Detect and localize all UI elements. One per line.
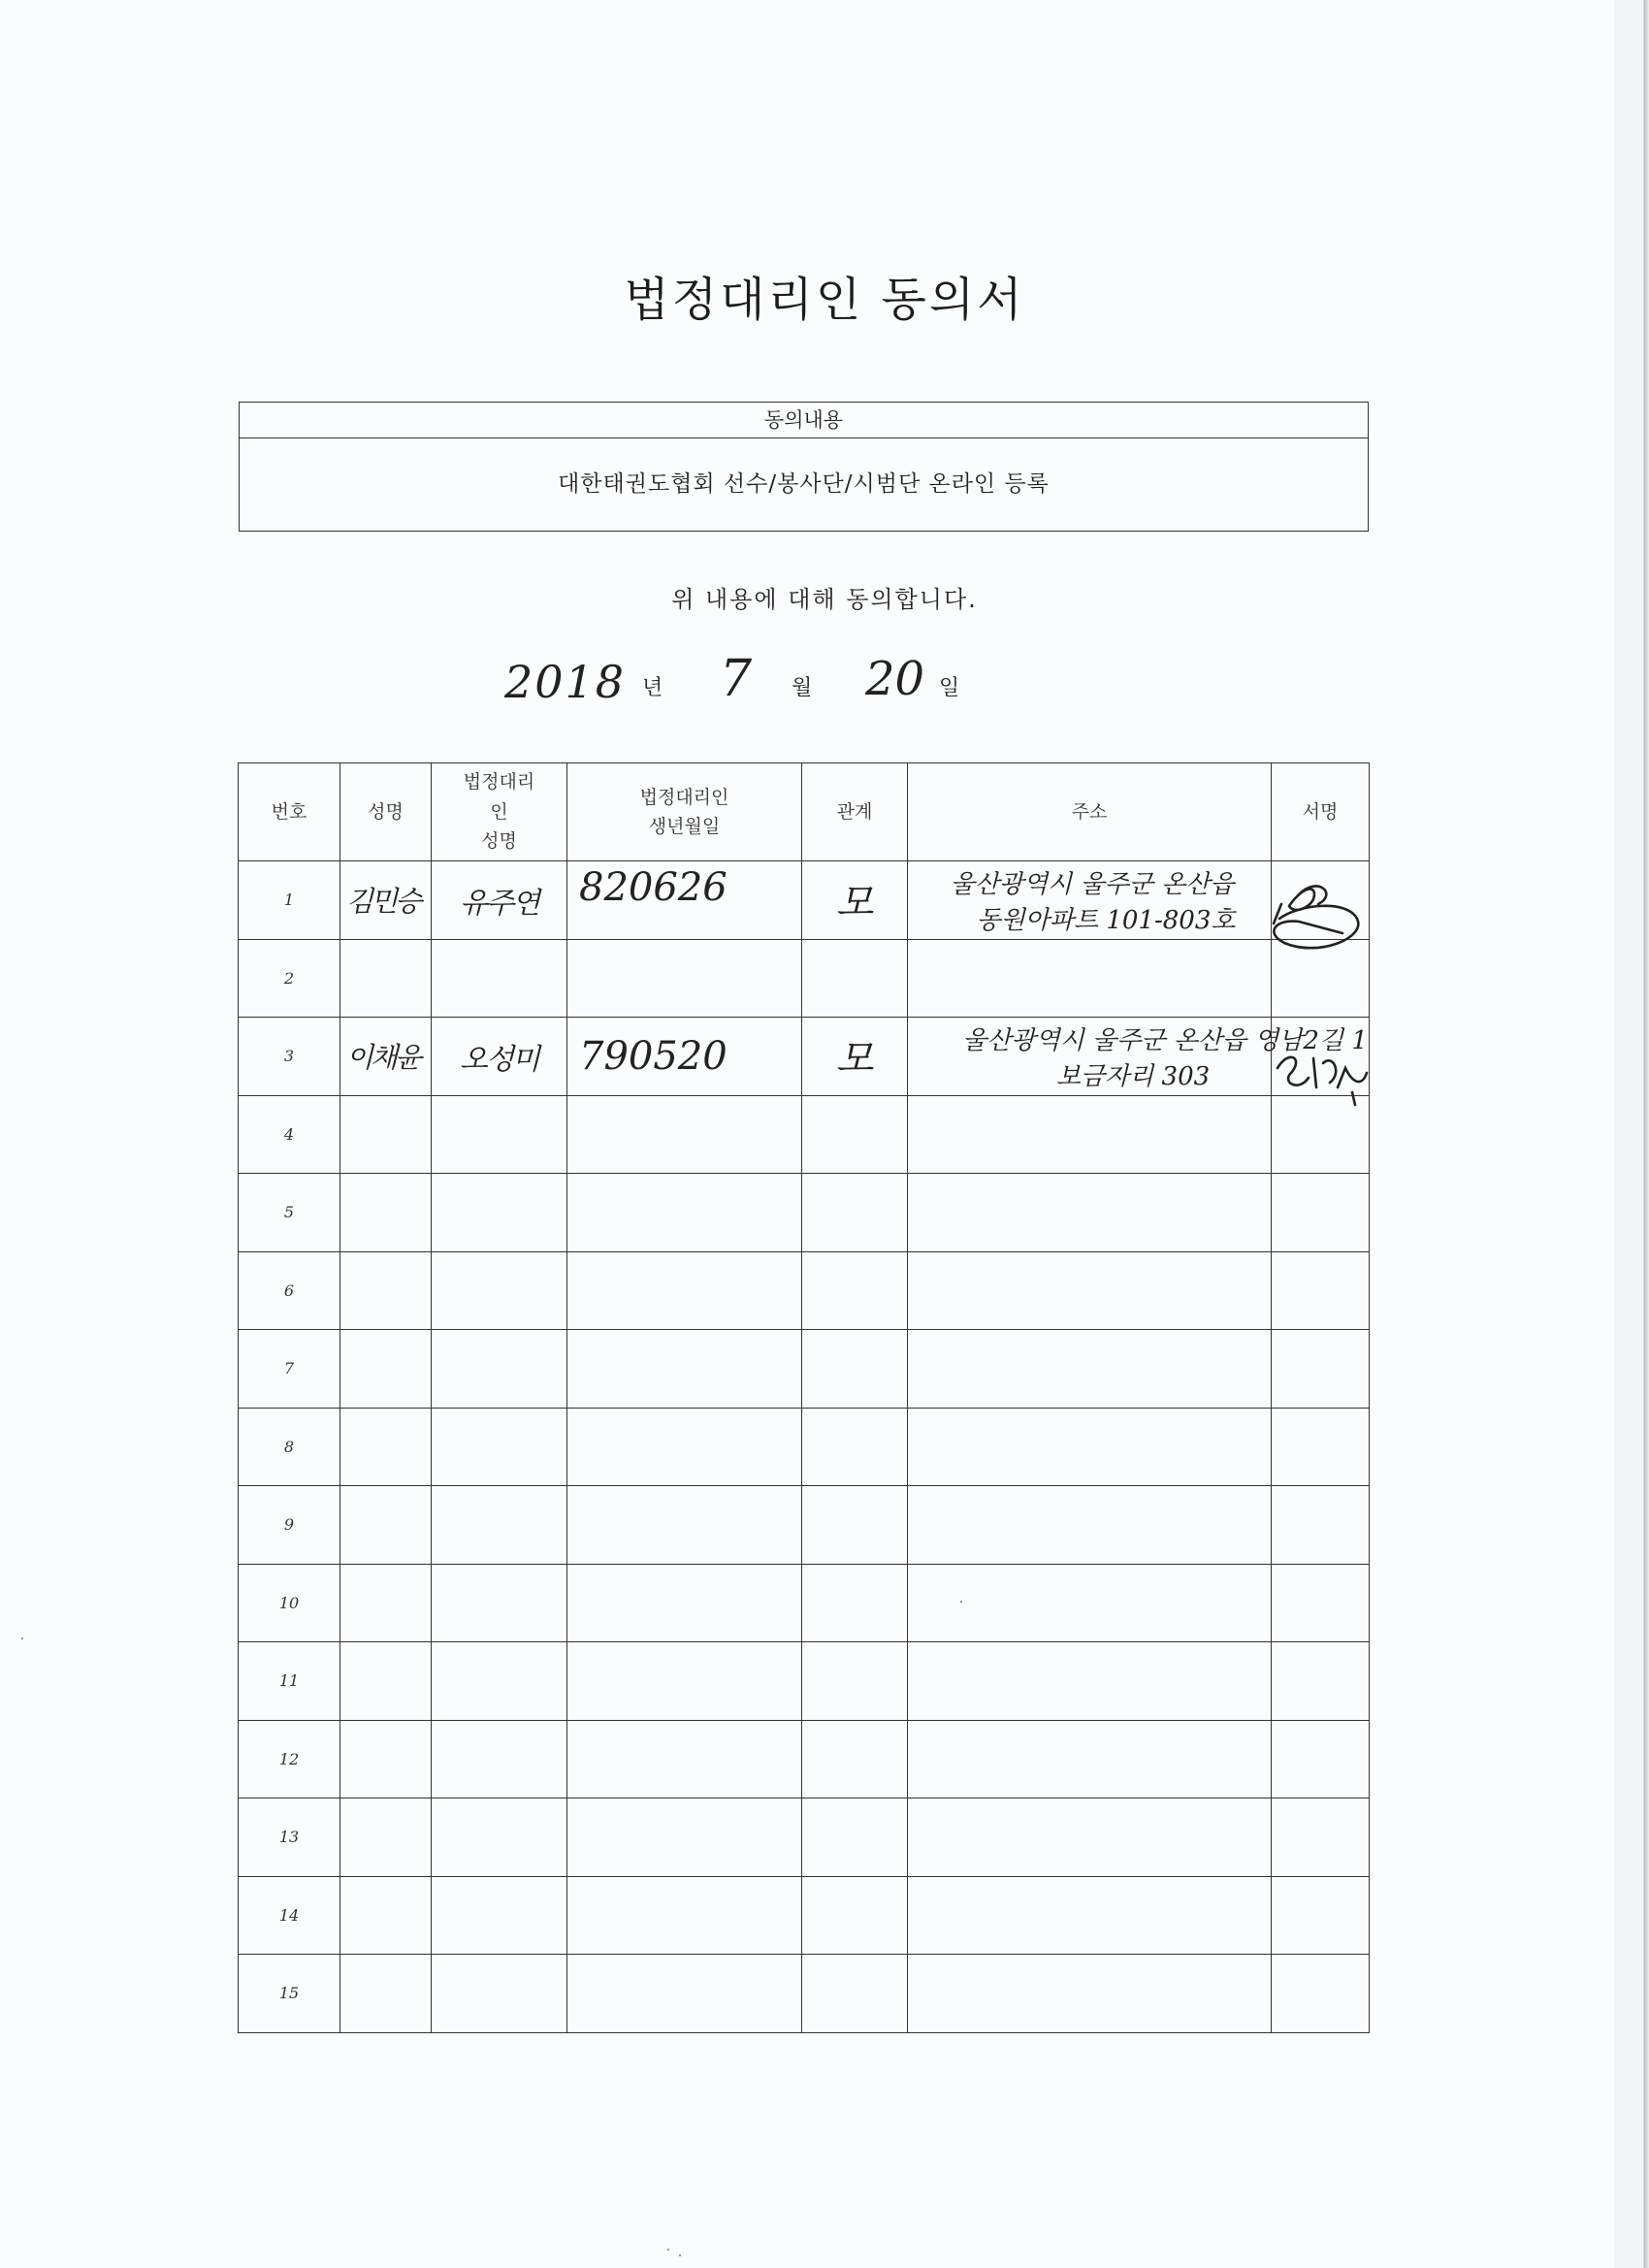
page-title: 법정대리인 동의서 (624, 273, 1025, 327)
table-row (239, 1876, 1370, 1955)
table-row (239, 1408, 1370, 1486)
student-name-cell (340, 1798, 432, 1877)
relation-cell (802, 1408, 908, 1486)
guardian-name-cell (432, 1095, 567, 1174)
signature-cell (1272, 939, 1370, 1018)
date-day: 20 (865, 652, 925, 706)
table-row (239, 939, 1370, 1018)
table-row (239, 1642, 1370, 1721)
guardian-name: 오성미 (460, 1042, 538, 1077)
row-number: 8 (239, 1408, 340, 1486)
address-cell (908, 1486, 1272, 1565)
header-signature: 서명 (1272, 763, 1370, 861)
table-row (239, 1251, 1370, 1330)
address-cell (908, 1955, 1272, 2033)
relation-cell (802, 1330, 908, 1409)
signature-cell (1272, 861, 1370, 940)
signature-cell (1272, 1876, 1370, 1955)
row-number: 6 (239, 1251, 340, 1330)
guardian-name-cell (432, 1330, 567, 1409)
signature-cell (1272, 1955, 1370, 2033)
relation-cell (802, 1876, 908, 1955)
address-cell (908, 1018, 1368, 1096)
header-relation: 관계 (802, 763, 908, 861)
header-guardian-birth (567, 763, 802, 861)
address-cell (908, 861, 1272, 940)
student-name-cell (340, 861, 432, 940)
relation-cell (802, 1720, 908, 1798)
student-name-cell (340, 1876, 432, 1955)
date-day-label: 일 (939, 676, 960, 700)
table-row (239, 1330, 1370, 1409)
signature-cell (1272, 1642, 1370, 1721)
table-row (239, 1564, 1370, 1642)
guardian-birth-cell (567, 1564, 802, 1642)
row-number: 7 (239, 1330, 340, 1409)
relation-cell (802, 1564, 908, 1642)
header-guardian-name-line3: 성명 (481, 830, 517, 853)
registration-table (238, 762, 1370, 2033)
guardian-name-cell (432, 861, 567, 940)
table-row (239, 1095, 1370, 1174)
student-name-cell (340, 1564, 432, 1642)
row-number: 4 (239, 1095, 340, 1174)
relation: 모 (835, 881, 874, 926)
signature-cell (1272, 1095, 1370, 1174)
signature-cell (1272, 1408, 1370, 1486)
guardian-birth-cell (567, 1408, 802, 1486)
address-line2: 동원아파트 101-803호 (976, 905, 1236, 935)
relation: 모 (835, 1037, 874, 1083)
signature-cell (1272, 1251, 1370, 1330)
student-name-cell (340, 1018, 432, 1096)
student-name-cell (340, 1486, 432, 1565)
relation-cell (802, 939, 908, 1018)
address-cell (908, 1174, 1272, 1252)
guardian-name-cell (432, 1174, 567, 1252)
guardian-name-cell (432, 1720, 567, 1798)
scan-speck (21, 1637, 23, 1639)
relation-cell (802, 1174, 908, 1252)
guardian-name-cell (432, 1564, 567, 1642)
student-name-cell (340, 1174, 432, 1252)
student-name: 이채윤 (345, 1041, 420, 1075)
guardian-birth-cell (567, 1955, 802, 2033)
student-name-cell (340, 1251, 432, 1330)
table-row (239, 1798, 1370, 1877)
address-cell (908, 1876, 1272, 1955)
guardian-name-cell (432, 1251, 567, 1330)
student-name: 김민승 (345, 885, 420, 919)
guardian-name: 유주연 (460, 886, 538, 921)
row-number: 11 (239, 1642, 340, 1721)
date-year-label: 년 (642, 676, 663, 700)
date-month: 7 (720, 650, 753, 708)
student-name-cell (340, 1330, 432, 1409)
signature-cell (1272, 1486, 1370, 1565)
signature-cell (1272, 1330, 1370, 1409)
guardian-birth-cell (567, 1486, 802, 1565)
table-row (239, 1486, 1370, 1565)
address-cell (908, 1251, 1272, 1330)
relation-cell (802, 1642, 908, 1721)
guardian-birth-cell (567, 1330, 802, 1409)
row-number: 10 (239, 1564, 340, 1642)
row-number: 1 (239, 861, 340, 940)
address-cell (908, 1330, 1272, 1409)
scan-speck (960, 1601, 962, 1603)
guardian-name-cell (432, 1408, 567, 1486)
consent-content: 대한태권도협회 선수/봉사단/시범단 온라인 등록 (558, 471, 1050, 497)
row-number: 14 (239, 1876, 340, 1955)
date-year: 2018 (504, 656, 627, 708)
relation-cell (802, 1018, 908, 1096)
relation-cell (802, 1095, 908, 1174)
address-line2: 보금자리 303 (1055, 1061, 1211, 1091)
relation-cell (802, 1955, 908, 2033)
guardian-birth-cell (567, 1798, 802, 1877)
student-name-cell (340, 1642, 432, 1721)
agree-statement: 위 내용에 대해 동의합니다. (671, 586, 978, 613)
row-number: 2 (239, 939, 340, 1018)
student-name-cell (340, 939, 432, 1018)
signature-cell (1272, 1720, 1370, 1798)
consent-box (239, 402, 1369, 532)
header-no: 번호 (239, 763, 340, 861)
table-row (239, 861, 1370, 940)
row-number: 9 (239, 1486, 340, 1565)
address-cell (908, 939, 1272, 1018)
scan-speck (679, 2254, 681, 2256)
consent-header: 동의내용 (240, 403, 1368, 438)
row-number: 12 (239, 1720, 340, 1798)
table-row (239, 1955, 1370, 2033)
guardian-birth: 790520 (579, 1033, 728, 1079)
header-guardian-name-line1: 법정대리 (463, 771, 535, 794)
relation-cell (802, 1486, 908, 1565)
guardian-name-cell (432, 1955, 567, 2033)
address-cell (908, 1095, 1272, 1174)
scan-speck (667, 2249, 669, 2251)
guardian-name-cell (432, 1642, 567, 1721)
guardian-birth-cell (567, 1720, 802, 1798)
address-cell (908, 1798, 1272, 1877)
guardian-birth: 820626 (579, 865, 728, 910)
table-row (239, 1720, 1370, 1798)
address-line1: 울산광역시 울주군 온산읍 영남2길 1 (962, 1025, 1368, 1055)
signature-cell (1272, 1018, 1370, 1096)
row-number: 15 (239, 1955, 340, 2033)
date-month-label: 월 (792, 676, 813, 700)
row-number: 13 (239, 1798, 340, 1877)
address-line1: 울산광역시 울주군 온산읍 (950, 869, 1235, 899)
guardian-birth-cell (567, 1251, 802, 1330)
signature-cell (1272, 1564, 1370, 1642)
guardian-name-cell (432, 939, 567, 1018)
header-guardian-name-line2: 인 (490, 800, 508, 823)
header-guardian-birth-line1: 법정대리인 (639, 786, 729, 808)
guardian-birth-cell (567, 1018, 802, 1096)
address-cell (908, 1720, 1272, 1798)
guardian-name-cell (432, 1018, 567, 1096)
date-line (504, 650, 1009, 718)
guardian-birth-cell (567, 1642, 802, 1721)
guardian-birth-cell (567, 939, 802, 1018)
header-guardian-birth-line2: 생년월일 (648, 816, 721, 837)
header-name: 성명 (340, 763, 432, 861)
table-header-row (239, 763, 1370, 861)
guardian-birth-cell (567, 1876, 802, 1955)
page-edge (1614, 0, 1649, 2268)
header-guardian-name (432, 763, 567, 861)
row-number: 3 (239, 1018, 340, 1096)
row-number: 5 (239, 1174, 340, 1252)
header-address: 주소 (908, 763, 1272, 861)
address-cell (908, 1642, 1272, 1721)
guardian-birth-cell (567, 1095, 802, 1174)
student-name-cell (340, 1408, 432, 1486)
guardian-name-cell (432, 1486, 567, 1565)
table-row (239, 1174, 1370, 1252)
table-row (239, 1018, 1370, 1096)
address-cell (908, 1564, 1272, 1642)
relation-cell (802, 861, 908, 940)
guardian-birth-cell (567, 861, 802, 940)
signature-cell (1272, 1798, 1370, 1877)
signature-cell (1272, 1174, 1370, 1252)
student-name-cell (340, 1720, 432, 1798)
guardian-birth-cell (567, 1174, 802, 1252)
guardian-name-cell (432, 1876, 567, 1955)
student-name-cell (340, 1095, 432, 1174)
student-name-cell (340, 1955, 432, 2033)
guardian-name-cell (432, 1798, 567, 1877)
relation-cell (802, 1251, 908, 1330)
address-cell (908, 1408, 1272, 1486)
relation-cell (802, 1798, 908, 1877)
